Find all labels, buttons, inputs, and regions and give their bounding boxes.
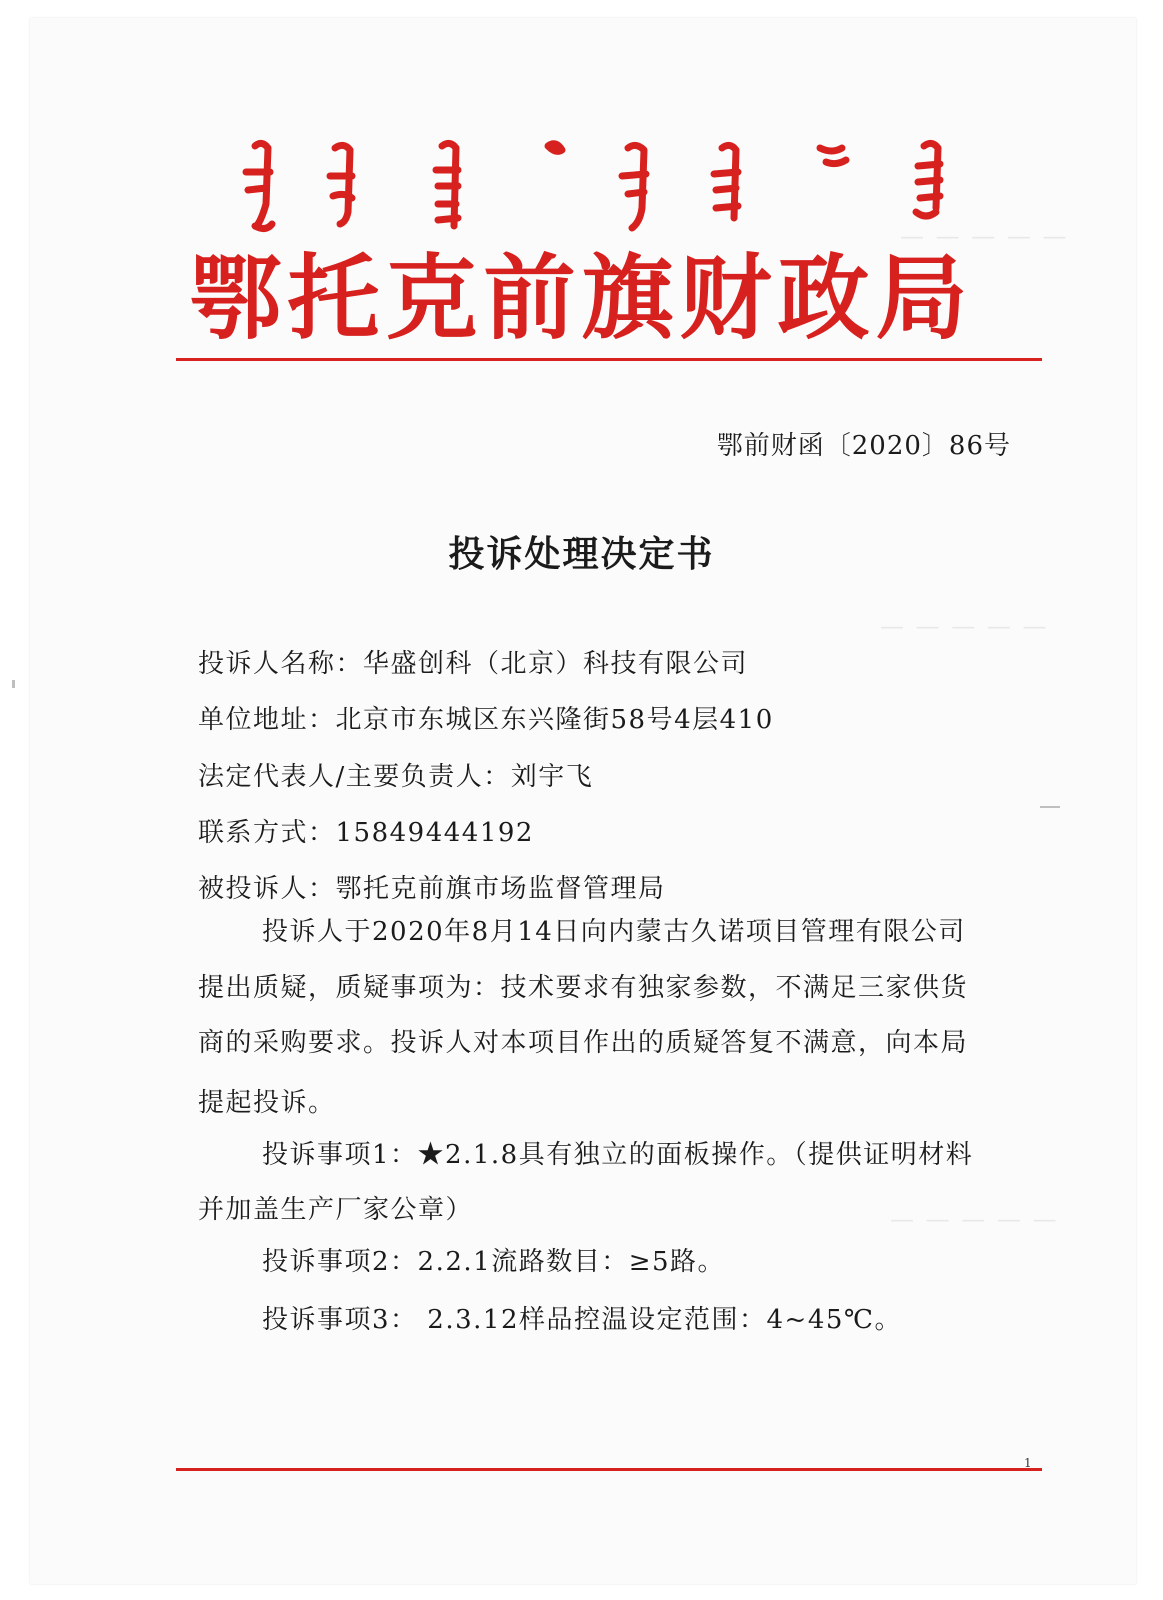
document-title: 投诉处理决定书 <box>448 534 715 575</box>
scan-edge-mark <box>12 680 15 688</box>
scan-edge-mark <box>1040 806 1060 808</box>
complaint-item-1-cont: 并加盖生产厂家公章） <box>198 1195 474 1225</box>
page-number: 1 <box>1024 1456 1032 1470</box>
document-number: 鄂前财函〔2020〕86号 <box>716 431 1011 461</box>
bleed-through: — — — — — <box>900 222 1069 250</box>
bleed-through: — — — — — <box>880 612 1049 640</box>
complaint-item-1: 投诉事项1：★2.1.8具有独立的面板操作。（提供证明材料 <box>262 1140 974 1170</box>
agency-name: 鄂托克前旗财政局 <box>189 245 974 352</box>
body-paragraph-line: 提出质疑，质疑事项为：技术要求有独家参数，不满足三家供货 <box>198 973 969 1003</box>
mongolian-script-header <box>0 126 1163 246</box>
header-red-rule <box>176 358 1042 361</box>
footer-red-rule <box>176 1468 1042 1471</box>
body-paragraph-line: 商的采购要求。投诉人对本项目作出的质疑答复不满意，向本局 <box>198 1028 969 1058</box>
complainant-name: 投诉人名称：华盛创科（北京）科技有限公司 <box>198 649 749 679</box>
contact-phone: 联系方式：15849444192 <box>198 818 534 848</box>
body-paragraph-line: 投诉人于2020年8月14日向内蒙古久诺项目管理有限公司 <box>262 917 966 947</box>
respondent: 被投诉人：鄂托克前旗市场监督管理局 <box>198 874 666 904</box>
bleed-through: — — — — — <box>890 1205 1059 1233</box>
body-paragraph-line: 提起投诉。 <box>198 1088 336 1118</box>
complaint-item-3: 投诉事项3： 2.3.12样品控温设定范围：4~45℃。 <box>262 1305 903 1335</box>
complaint-item-2: 投诉事项2：2.2.1流路数目：≥5路。 <box>262 1247 726 1277</box>
complainant-address: 单位地址：北京市东城区东兴隆街58号4层410 <box>198 705 774 735</box>
legal-representative: 法定代表人/主要负责人：刘宇飞 <box>198 762 594 792</box>
